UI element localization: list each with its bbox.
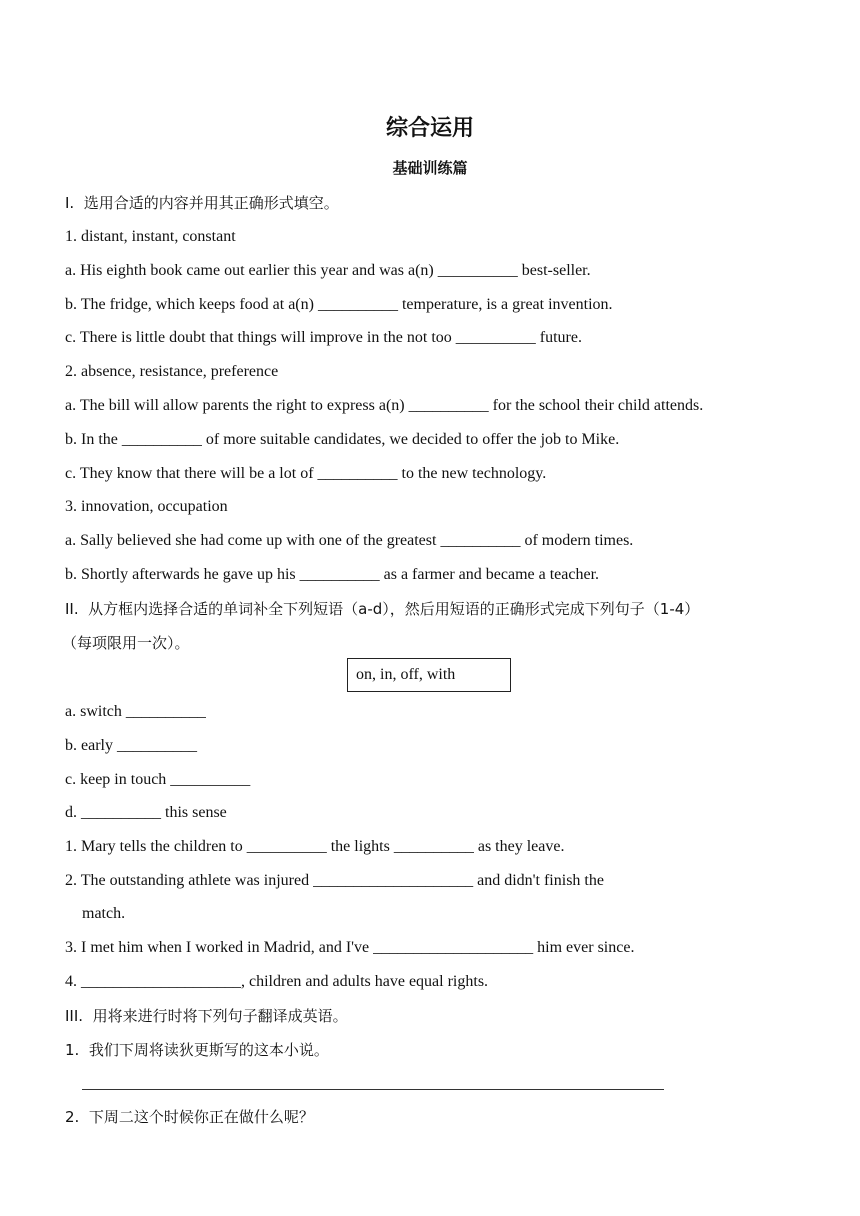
sentence-2-continued: match. xyxy=(82,905,126,922)
section-2-heading-continued: （每项限用一次）。 xyxy=(62,634,190,652)
question-3b: b. Shortly afterwards he gave up his __________ as a farmer and became a teacher. xyxy=(65,566,600,583)
page-subtitle: 基础训练篇 xyxy=(392,159,468,177)
word-group-1: 1. distant, instant, constant xyxy=(65,228,236,245)
section-1-heading: I. 选用合适的内容并用其正确形式填空。 xyxy=(65,194,339,212)
translation-item-2: 2. 下周二这个时候你正在做什么呢？ xyxy=(65,1108,314,1126)
question-2c: c. They know that there will be a lot of __________ to the new technology. xyxy=(65,465,547,482)
sentence-3: 3. I met him when I worked in Madrid, and I've ____________________ him ever since. xyxy=(65,939,635,956)
sentence-2: 2. The outstanding athlete was injured ____________________ and didn't finish the xyxy=(65,872,604,889)
section-2-heading: II. 从方框内选择合适的单词补全下列短语（a-d），然后用短语的正确形式完成下列句子（1-4） xyxy=(65,600,700,618)
phrase-b: b. early __________ xyxy=(65,737,197,754)
question-3a: a. Sally believed she had come up with one of the greatest __________ of modern times. xyxy=(65,532,634,549)
answer-line xyxy=(82,1089,664,1090)
question-1b: b. The fridge, which keeps food at a(n) __________ temperature, is a great invention. xyxy=(65,296,613,313)
phrase-c: c. keep in touch __________ xyxy=(65,771,251,788)
question-1a: a. His eighth book came out earlier this year and was a(n) __________ best-seller. xyxy=(65,262,591,279)
question-2a: a. The bill will allow parents the right to express a(n) __________ for the school their child attends. xyxy=(65,397,704,414)
page-title: 综合运用 xyxy=(385,116,474,141)
word-group-2: 2. absence, resistance, preference xyxy=(65,363,279,380)
phrase-d: d. __________ this sense xyxy=(65,804,227,821)
word-box: on, in, off, with xyxy=(347,658,511,692)
sentence-1: 1. Mary tells the children to __________ the lights __________ as they leave. xyxy=(65,838,565,855)
sentence-4: 4. ____________________, children and adults have equal rights. xyxy=(65,973,489,990)
question-2b: b. In the __________ of more suitable candidates, we decided to offer the job to Mike. xyxy=(65,431,620,448)
section-3-heading: III. 用将来进行时将下列句子翻译成英语。 xyxy=(65,1007,348,1025)
phrase-a: a. switch __________ xyxy=(65,703,206,720)
question-1c: c. There is little doubt that things will improve in the not too __________ future. xyxy=(65,329,582,346)
translation-item-1: 1. 我们下周将读狄更斯写的这本小说。 xyxy=(65,1041,329,1059)
word-group-3: 3. innovation, occupation xyxy=(65,498,228,515)
